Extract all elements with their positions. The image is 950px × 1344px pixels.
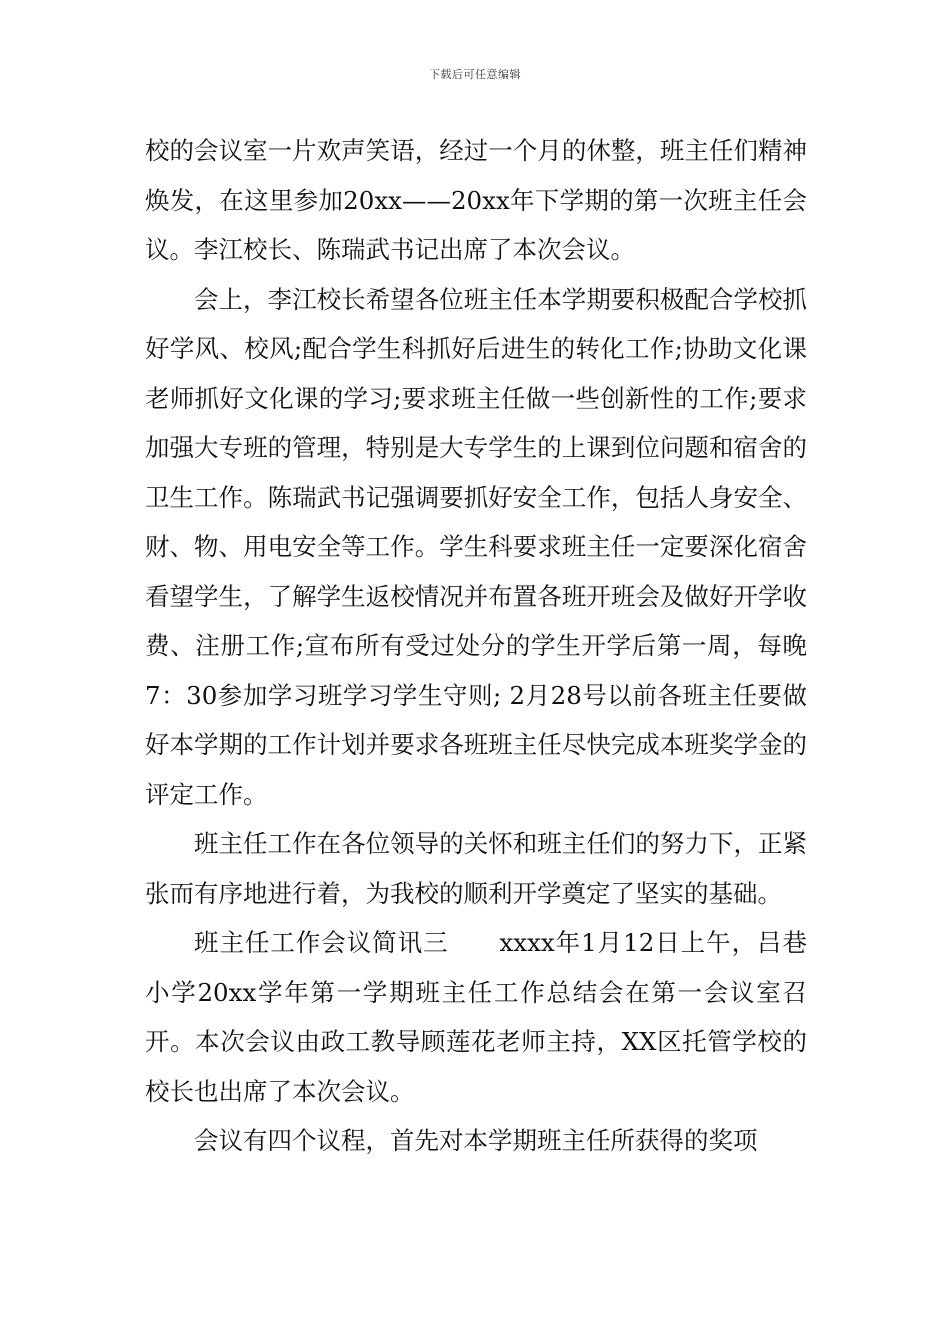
paragraph-3: 班主任工作在各位领导的关怀和班主任们的努力下，正紧张而有序地进行着，为我校的顺利开学奠定了坚实的基础。: [145, 829, 807, 908]
paragraph-2: 会上，李江校长希望各位班主任本学期要积极配合学校抓好学风、校风;配合学生科抓好后进生的转化工作;协助文化课老师抓好文化课的学习;要求班主任做一些创新性的工作;要求加强大专班的管理，特别是大专学生的上课到位问题和宿舍的卫生工作。陈瑞武书记强调要抓好安全工作，包括人身安全、财、物、用电安全等工作。学生科要求班主任一定要深化宿舍看望学生，了解学生返校情况并布置各班开班会及做好开学收费、注册工作;宣布所有受过处分的学生开学后第一周，每晚7：30参加学习班学习学生守则; 2月28号以前各班主任要做好本学期的工作计划并要求各班班主任尽快完成本班奖学金的评定工作。: [145, 284, 807, 809]
paragraph-4: 班主任工作会议简讯三 xxxx年1月12日上午，吕巷小学20xx学年第一学期班主任工作总结会在第一会议室召开。本次会议由政工教导顾莲花老师主持，XX区托管学校的校长也出席了本次会议。: [145, 928, 807, 1106]
paragraph-5: 会议有四个议程，首先对本学期班主任所获得的奖项: [194, 1126, 758, 1155]
page-header: 下载后可任意编辑: [429, 68, 521, 81]
paragraph-1: 校的会议室一片欢声笑语，经过一个月的休整，班主任们精神焕发，在这里参加20xx——20xx年下学期的第一次班主任会议。李江校长、陈瑞武书记出席了本次会议。: [145, 136, 807, 264]
document-body: [145, 126, 807, 1166]
